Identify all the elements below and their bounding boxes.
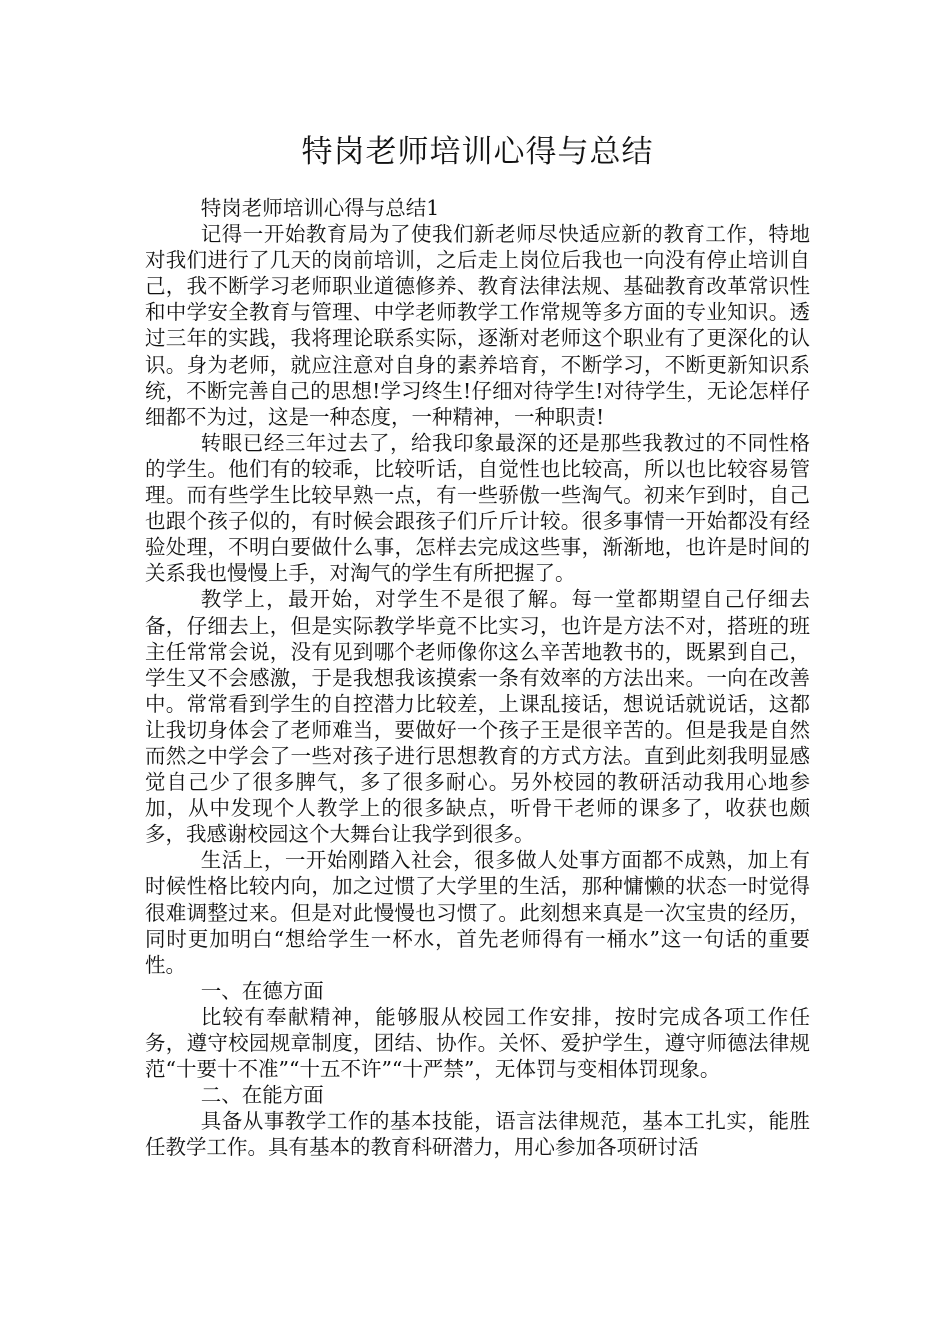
paragraph: 比较有奉献精神，能够服从校园工作安排，按时完成各项工作任务，遵守校园规章制度，团结、协作。关怀、爱护学生，遵守师德法律规范“十要十不准”“十五不许”“十严禁”，无体罚与变相体罚现象。 — [145, 1004, 810, 1082]
document-title: 特岗老师培训心得与总结 — [301, 134, 654, 170]
paragraph: 具备从事教学工作的基本技能，语言法律规范，基本工扎实，能胜任教学工作。具有基本的教育科研潜力，用心参加各项研讨活 — [145, 1109, 810, 1160]
paragraph: 记得一开始教育局为了使我们新老师尽快适应新的教育工作，特地对我们进行了几天的岗前培训，之后走上岗位后我也一向没有停止培训自己，我不断学习老师职业道德修养、教育法律法规、基础教育改革常识性和中学安全教育与管理、中学老师教学工作常规等多方面的专业知识。透过三年的实践，我将理论联系实际，逐渐对老师这个职业有了更深化的认识。身为老师，就应注意对自身的素养培育，不断学习，不断更新知识系统，不断完善自己的思想!学习终生!仔细对待学生!对待学生，无论怎样仔细都不为过，这是一种态度，一种精神，一种职责! — [145, 222, 810, 429]
paragraph: 教学上，最开始，对学生不是很了解。每一堂都期望自己仔细去备，仔细去上，但是实际教学毕竟不比实习，也许是方法不对，搭班的班主任常常会说，没有见到哪个老师像你这么辛苦地教书的，既累到自己，学生又不会感激，于是我想我该摸索一条有效率的方法出来。一向在改善中。常常看到学生的自控潜力比较差，上课乱接话，想说话就说话，这都让我切身体会了老师难当，要做好一个孩子王是很辛苦的。但是我是自然而然之中学会了一些对孩子进行思想教育的方式方法。直到此刻我明显感觉自己少了很多脾气，多了很多耐心。另外校园的教研活动我用心地参加，从中发现个人教学上的很多缺点，听骨干老师的课多了，收获也颇多，我感谢校园这个大舞台让我学到很多。 — [145, 587, 810, 847]
paragraph: 生活上，一开始刚踏入社会，很多做人处事方面都不成熟，加上有时候性格比较内向，加之过惯了大学里的生活，那种慵懒的状态一时觉得很难调整过来。但是对此慢慢也习惯了。此刻想来真是一次宝贵的经历，同时更加明白“想给学生一杯水，首先老师得有一桶水”这一句话的重要性。 — [145, 848, 810, 977]
subsection-heading: 二、在能方面 — [200, 1083, 324, 1108]
subsection-heading: 一、在德方面 — [200, 978, 324, 1003]
document-page — [145, 130, 810, 1160]
paragraph: 转眼已经三年过去了，给我印象最深的还是那些我教过的不同性格的学生。他们有的较乖，比较听话，自觉性也比较高，所以也比较容易管理。而有些学生比较早熟一点，有一些骄傲一些淘气。初来乍到时，自己也跟个孩子似的，有时候会跟孩子们斤斤计较。很多事情一开始都没有经验处理，不明白要做什么事，怎样去完成这些事，渐渐地，也许是时间的关系我也慢慢上手，对淘气的学生有所把握了。 — [145, 430, 810, 586]
document-body — [145, 195, 810, 1160]
section-heading: 特岗老师培训心得与总结1 — [200, 196, 440, 220]
